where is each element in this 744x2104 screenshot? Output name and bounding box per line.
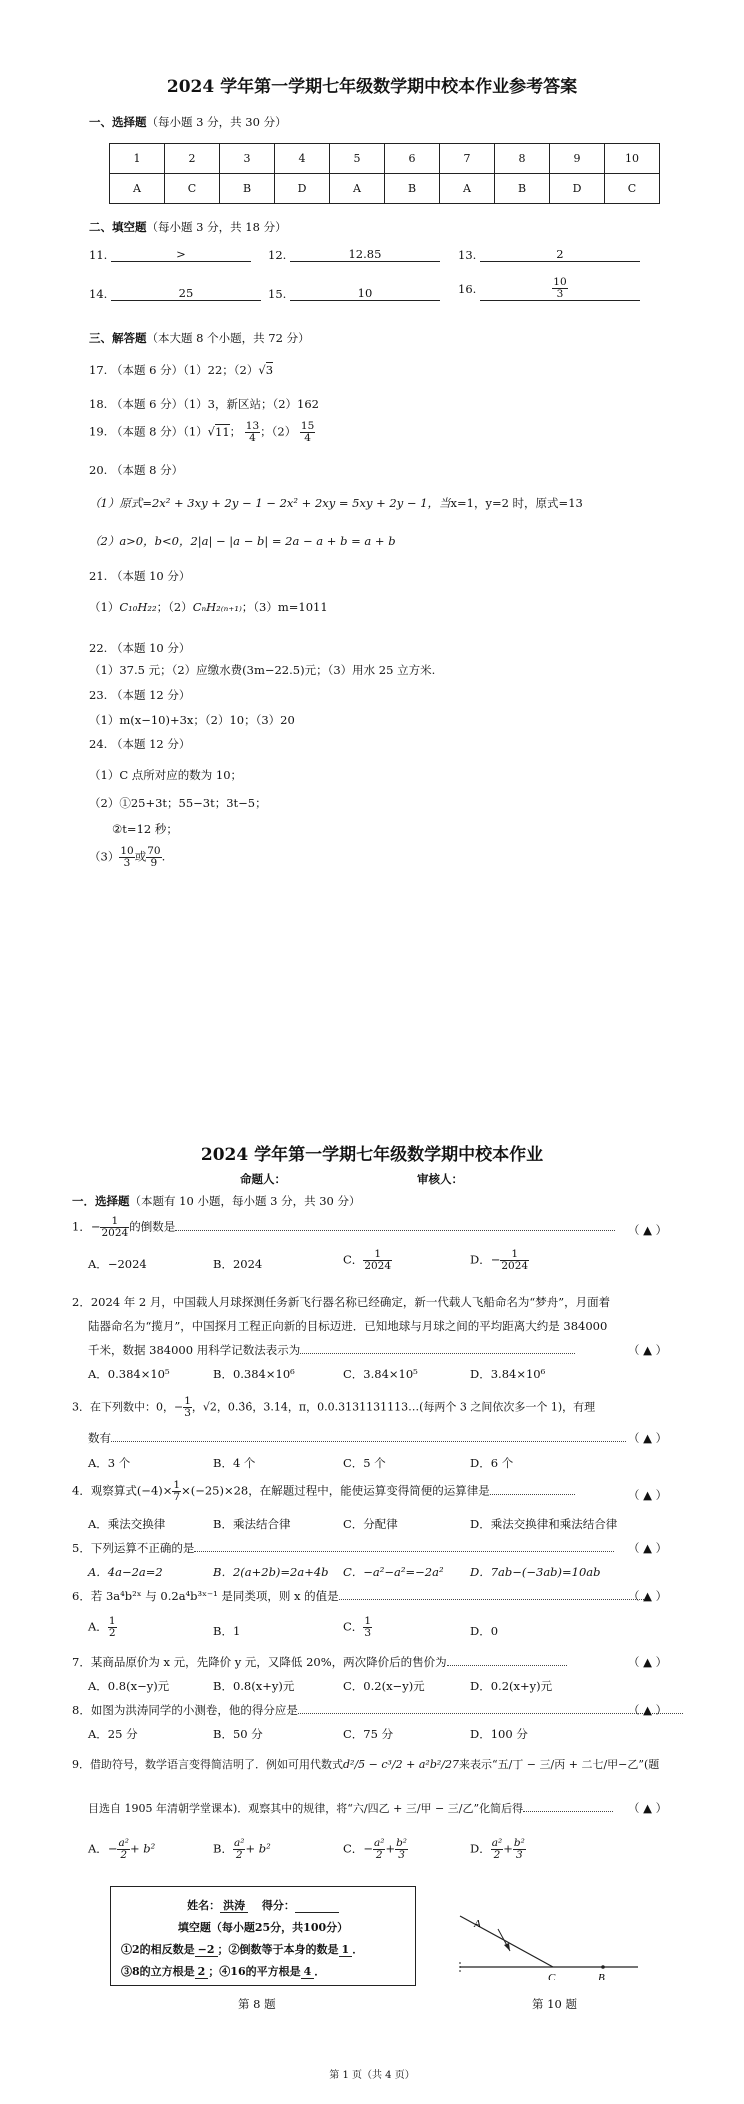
fill-answer-14: 14. 25 — [89, 286, 261, 301]
answer-24-head: 24. （本题 12 分） — [89, 737, 191, 751]
q4-option-d: D．乘法交换律和乘法结合律 — [470, 1517, 618, 1531]
q4-option-b: B．乘法结合律 — [213, 1517, 291, 1531]
q8-option-a: A．25 分 — [88, 1727, 138, 1741]
answer-23-body: （1）m(x−10)+3x；（2）10；（3）20 — [89, 713, 295, 727]
question-4: 4．观察算式(−4)× $\frac{1}{7}$ ×(−25)×28，在解题过程中，能使运算变得简便的运算律是 — [72, 1480, 575, 1503]
q9-option-d: D． $\frac{\text{a²}}{2}$ + $\frac{\text{b²}}{3}$ — [470, 1837, 525, 1862]
q8-option-c: C．75 分 — [343, 1727, 394, 1741]
q6-option-c: C． $\frac{1}{3}$ — [343, 1615, 371, 1640]
q5-option-b: B．2(a+2b)=2a+4b — [213, 1565, 329, 1579]
answer-mark-2: （ ▲ ） — [628, 1343, 668, 1357]
fill-answer-15: 15. 10 — [268, 286, 440, 301]
quiz-card-row-2: ③8的立方根是 2 ；④16的平方根是 4 ． — [121, 1965, 326, 1978]
figure-10-diagram — [448, 1905, 658, 1980]
fill-answer-11: 11. > — [89, 247, 251, 262]
page-footer: 第 1 页（共 4 页） — [329, 2070, 415, 2081]
answer-18: 18. （本题 6 分）（1）3，新区站；（2）162 — [89, 397, 319, 411]
answer-20-part2: （2）a>0，b<0，2|a| − |a − b| = 2a − a + b = a + b — [89, 534, 396, 548]
answer-mark-8: （ ▲ ） — [628, 1703, 668, 1717]
question-9-line1: 9．借助符号，数学语言变得简洁明了．例如可用代数式d²/5 − c³/2 + a²b²/27来表示“五/丁 − 三/丙 + 二七/甲−乙”(题 — [72, 1758, 660, 1771]
question-3-line2: 数有 — [88, 1430, 626, 1446]
section-choice: 一、选择题（每小题 3 分，共 30 分） — [89, 115, 287, 129]
answer-title: 2024 学年第一学期七年级数学期中校本作业参考答案 — [166, 77, 578, 97]
point-b-label: B — [598, 1972, 605, 1980]
homework-title: 2024 学年第一学期七年级数学期中校本作业 — [200, 1145, 544, 1165]
q2-option-c: C．3.84×10⁵ — [343, 1367, 418, 1381]
question-6: 6．若 3a⁴b²ˣ 与 0.2a⁴b³ˣ⁻¹ 是同类项，则 x 的值是 — [72, 1588, 644, 1604]
hw-section-choice: 一．选择题（本题有 10 小题，每小题 3 分，共 30 分） — [72, 1194, 361, 1208]
answer-table-answers: A C B D A B A B D C — [110, 174, 660, 204]
answer-21-head: 21. （本题 10 分） — [89, 569, 191, 583]
q9-option-b: B． $\frac{\text{a²}}{2}$ + b² — [213, 1837, 271, 1862]
q2-option-d: D．3.84×10⁶ — [470, 1367, 546, 1381]
quiz-card-row-1: ①2的相反数是 −2 ；②倒数等于本身的数是 1 ． — [121, 1943, 364, 1956]
q2-option-b: B．0.384×10⁶ — [213, 1367, 295, 1381]
author-label: 命题人： — [240, 1172, 286, 1186]
q1-option-d: D．− $\frac{1}{2024}$ — [470, 1248, 529, 1273]
q7-option-a: A．0.8(x−y)元 — [88, 1679, 170, 1693]
section-fill: 二、填空题（每小题 3 分，共 18 分） — [89, 220, 287, 234]
q4-option-a: A．乘法交换律 — [88, 1517, 166, 1531]
question-2-line3: 千米，数据 384000 用科学记数法表示为 — [88, 1342, 575, 1358]
q3-option-b: B．4 个 — [213, 1456, 256, 1470]
section-answers: 三、解答题（本大题 8 个小题，共 72 分） — [89, 331, 310, 345]
question-8: 8．如图为洪涛同学的小测卷，他的得分应是 — [72, 1702, 683, 1718]
q9-option-c: C．− $\frac{\text{a²}}{2}$ + $\frac{\text{b²}}{3}$ — [343, 1837, 408, 1862]
question-5: 5．下列运算不正确的是 — [72, 1540, 614, 1556]
q9-option-a: A．− $\frac{\text{a²}}{2}$ + b² — [88, 1837, 156, 1862]
fill-answer-16: 16. $\frac{10}{3}$ — [458, 277, 640, 301]
answer-21-body: （1）C₁₀H₂₂；（2）CₙH₂₍ₙ₊₁₎；（3）m=1011 — [89, 600, 328, 614]
point-a-label: A — [474, 1918, 481, 1930]
answer-23-head: 23. （本题 12 分） — [89, 688, 191, 702]
answer-17: 17. （本题 6 分）（1）22；（2）√3 — [89, 363, 274, 377]
question-9-line2: 目选自 1905 年清朝学堂课本)．观察其中的规律，将“六/四乙 + 三/甲 − 三/乙”化简后得 — [88, 1800, 613, 1816]
q8-option-b: B．50 分 — [213, 1727, 263, 1741]
q7-option-c: C．0.2(x−y)元 — [343, 1679, 425, 1693]
answer-mark-5: （ ▲ ） — [628, 1541, 668, 1555]
figure-8-caption: 第 8 题 — [238, 1997, 276, 2011]
q5-option-a: A．4a−2a=2 — [88, 1565, 163, 1579]
reviewer-label: 审核人： — [417, 1172, 463, 1186]
fill-answer-13: 13. 2 — [458, 247, 640, 262]
answer-table — [109, 143, 660, 204]
quiz-card-figure — [110, 1886, 416, 1986]
question-7: 7．某商品原价为 x 元，先降价 y 元，又降低 20%，两次降价后的售价为 — [72, 1654, 567, 1670]
q5-option-d: D．7ab−(−3ab)=10ab — [470, 1565, 601, 1579]
answer-mark-9: （ ▲ ） — [628, 1801, 668, 1815]
answer-20-part1: （1）原式=2x² + 3xy + 2y − 1 − 2x² + 2xy = 5xy + 2y − 1，当x=1，y=2 时，原式=13 — [89, 496, 583, 510]
answer-mark-6: （ ▲ ） — [628, 1589, 668, 1603]
q1-option-a: A．−2024 — [88, 1257, 147, 1271]
answer-mark-4: （ ▲ ） — [628, 1488, 668, 1502]
answer-19: 19. （本题 8 分）（1）√11； $\frac{13}{4}$ ；（2） $\frac{15}{4}$ — [89, 420, 315, 445]
fill-answer-12: 12. 12.85 — [268, 247, 440, 262]
answer-24-part2: （2）①25+3t；55−3t；3t−5； — [89, 796, 267, 810]
answer-22-head: 22. （本题 10 分） — [89, 641, 191, 655]
answer-mark-3: （ ▲ ） — [628, 1431, 668, 1445]
question-3-line1: 3．在下列数中：0，− $\frac{1}{3}$ ，√2，0.3̇6̇，3.14，π，0.0.3131131113…(每两个 3 之间依次多一个 1)，有理 — [72, 1395, 596, 1420]
answer-24-part1: （1）C 点所对应的数为 10； — [89, 768, 243, 782]
answer-20-head: 20. （本题 8 分） — [89, 463, 184, 477]
quiz-card-heading: 填空题（每小题25分，共100分） — [177, 1921, 349, 1934]
q5-option-c: C．−a²−a²=−2a² — [343, 1565, 444, 1579]
quiz-card-name-row: 姓名： 洪涛 得分： — [111, 1897, 415, 1913]
q3-option-d: D．6 个 — [470, 1456, 514, 1470]
q7-option-b: B．0.8(x+y)元 — [213, 1679, 295, 1693]
q1-option-b: B．2024 — [213, 1257, 263, 1271]
figure-10-caption: 第 10 题 — [532, 1997, 577, 2011]
q6-option-b: B．1 — [213, 1624, 241, 1638]
q3-option-c: C．5 个 — [343, 1456, 386, 1470]
q3-option-a: A．3 个 — [88, 1456, 131, 1470]
q6-option-d: D．0 — [470, 1624, 499, 1638]
q4-option-c: C．分配律 — [343, 1517, 398, 1531]
question-2-line1: 2．2024 年 2 月，中国载人月球探测任务新飞行器名称已经确定，新一代载人飞船命名为“梦舟”，月面着 — [72, 1295, 611, 1309]
answer-table-numbers: 1 2 3 4 5 6 7 8 9 10 — [110, 144, 660, 174]
answer-mark-7: （ ▲ ） — [628, 1655, 668, 1669]
q2-option-a: A．0.384×10⁵ — [88, 1367, 170, 1381]
point-b-dot — [601, 1965, 605, 1969]
point-c-label: C — [548, 1972, 556, 1980]
arrow-head-icon — [504, 1943, 510, 1951]
q1-option-c: C． $\frac{1}{2024}$ — [343, 1248, 392, 1273]
q6-option-a: A． $\frac{1}{2}$ — [88, 1615, 116, 1640]
question-1: 1．− $\frac{1}{2024}$ 的倒数是 — [72, 1216, 615, 1239]
answer-24-part2b: ②t=12 秒； — [112, 822, 178, 836]
answer-mark-1: （ ▲ ） — [628, 1223, 668, 1237]
question-2-line2: 陆器命名为“揽月”，中国探月工程正向新的目标迈进．已知地球与月球之间的平均距离大约是 384000 — [88, 1319, 608, 1333]
answer-22-body: （1）37.5 元；（2）应缴水费(3m−22.5)元；（3）用水 25 立方米. — [89, 663, 436, 677]
answer-24-part3: （3） $\frac{10}{3}$ 或 $\frac{70}{9}$ . — [89, 845, 166, 870]
q7-option-d: D．0.2(x+y)元 — [470, 1679, 553, 1693]
q8-option-d: D．100 分 — [470, 1727, 528, 1741]
